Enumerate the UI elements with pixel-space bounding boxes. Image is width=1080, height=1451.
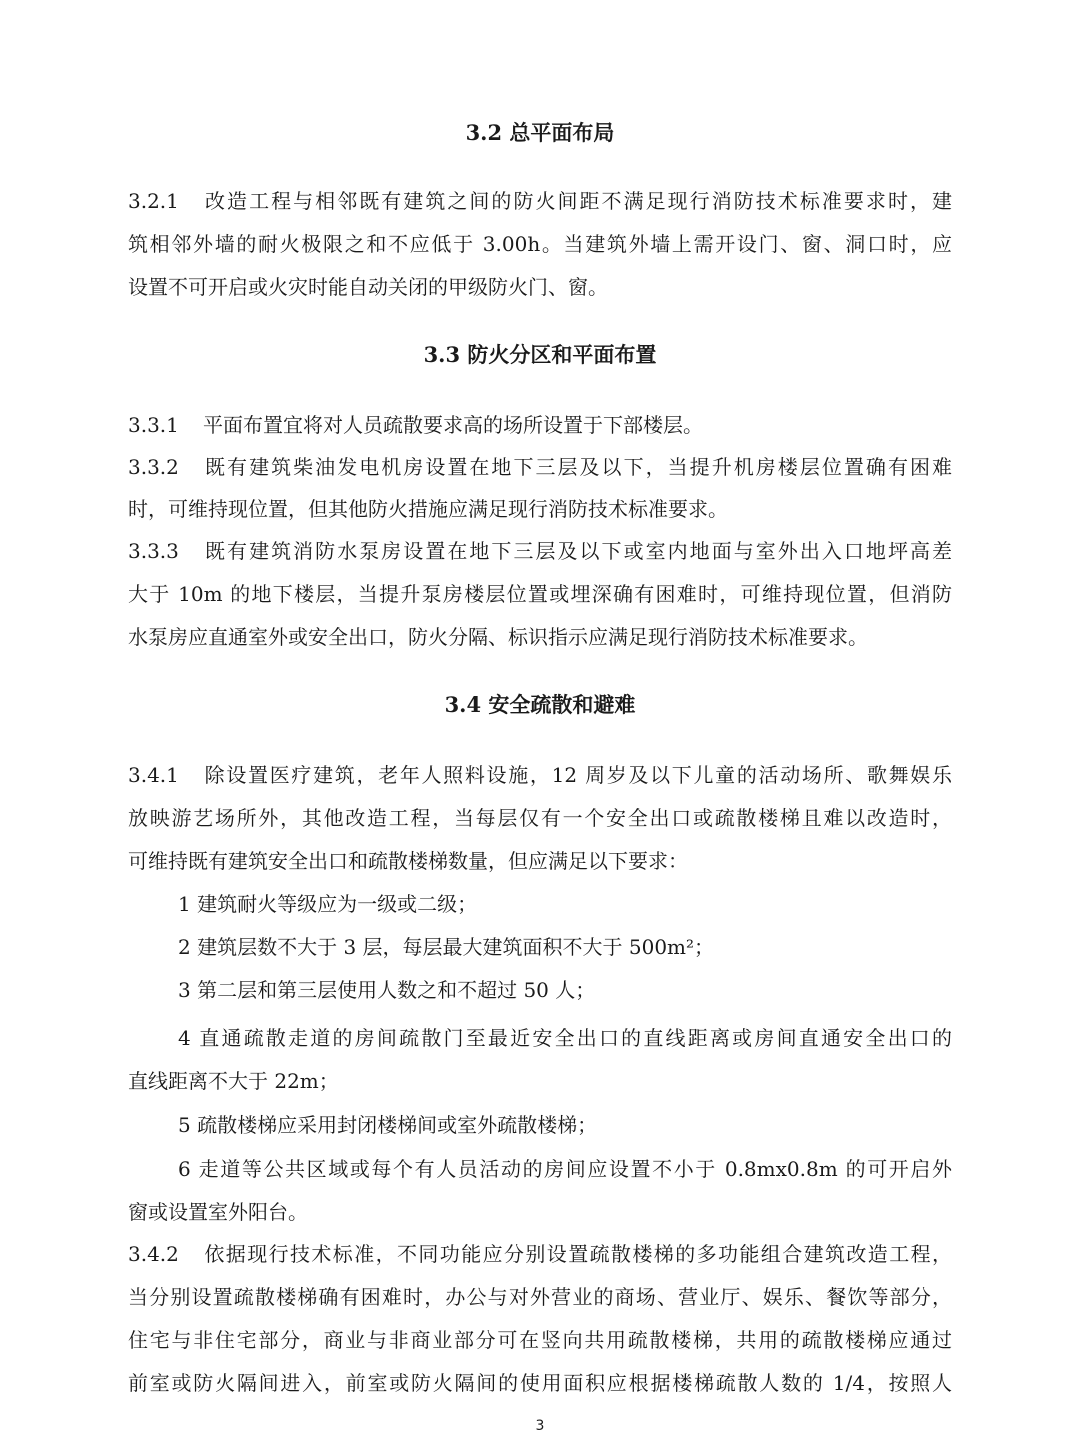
clause-3-4-2-line-1: 3.4.2 依据现行技术标准，不同功能应分别设置疏散楼梯的多功能组合建筑改造工程， xyxy=(128,1239,952,1269)
clause-3-4-2-line-4: 前室或防火隔间进入，前室或防火隔间的使用面积应根据楼梯疏散人数的 1/4，按照人 xyxy=(128,1371,952,1395)
clause-3-4-2-line-2: 当分别设置疏散楼梯确有困难时，办公与对外营业的商场、营业厅、娱乐、餐饮等部分， xyxy=(128,1285,952,1309)
clause-3-2-1-line-2: 筑相邻外墙的耐火极限之和不应低于 3.00h。当建筑外墙上需开设门、窗、洞口时，应 xyxy=(128,232,952,256)
clause-3-2-1-line-1: 3.2.1 改造工程与相邻既有建筑之间的防火间距不满足现行消防技术标准要求时，建 xyxy=(128,186,952,216)
list-item-4-line-2: 直线距离不大于 22m； xyxy=(128,1069,339,1093)
list-item-5: 5 疏散楼梯应采用封闭楼梯间或室外疏散楼梯； xyxy=(178,1113,598,1137)
clause-number: 3.4.2 xyxy=(128,1242,179,1266)
clause-3-4-1-line-3: 可维持既有建筑安全出口和疏散楼梯数量，但应满足以下要求： xyxy=(128,849,688,873)
clause-3-3-3-line-3: 水泵房应直通室外或安全出口，防火分隔、标识指示应满足现行消防技术标准要求。 xyxy=(128,625,868,649)
list-item-1: 1 建筑耐火等级应为一级或二级； xyxy=(178,892,478,916)
list-item-6-line-1: 6 走道等公共区域或每个有人员活动的房间应设置不小于 0.8mx0.8m 的可开启外 xyxy=(178,1157,952,1181)
clause-3-3-2-line-1: 3.3.2 既有建筑柴油发电机房设置在地下三层及以下，当提升机房楼层位置确有困难 xyxy=(128,452,952,482)
clause-number: 3.4.1 xyxy=(128,763,179,787)
clause-number: 3.3.3 xyxy=(128,539,179,563)
clause-3-3-3-line-1: 3.3.3 既有建筑消防水泵房设置在地下三层及以下或室内地面与室外出入口地坪高差 xyxy=(128,536,952,566)
list-item-2: 2 建筑层数不大于 3 层，每层最大建筑面积不大于 500m²； xyxy=(178,935,715,959)
clause-3-4-1-line-2: 放映游艺场所外，其他改造工程，当每层仅有一个安全出口或疏散楼梯且难以改造时， xyxy=(128,806,952,830)
clause-3-4-1-line-1: 3.4.1 除设置医疗建筑，老年人照料设施，12 周岁及以下儿童的活动场所、歌舞娱乐 xyxy=(128,760,952,790)
list-item-6-line-2: 窗或设置室外阳台。 xyxy=(128,1200,308,1224)
clause-3-3-3-line-2: 大于 10m 的地下楼层，当提升泵房楼层位置或埋深确有困难时，可维持现位置，但消防 xyxy=(128,582,952,606)
list-item-4-line-1: 4 直通疏散走道的房间疏散门至最近安全出口的直线距离或房间直通安全出口的 xyxy=(178,1026,952,1050)
clause-3-4-2-line-3: 住宅与非住宅部分，商业与非商业部分可在竖向共用疏散楼梯，共用的疏散楼梯应通过 xyxy=(128,1328,952,1352)
section-heading-3-3: 3.3 防火分区和平面布置 xyxy=(423,342,657,367)
page-number: 3 xyxy=(535,1418,545,1434)
clause-number: 3.3.1 xyxy=(128,413,179,437)
clause-3-3-1-line-1: 3.3.1 平面布置宜将对人员疏散要求高的场所设置于下部楼层。 xyxy=(128,410,703,440)
clause-3-3-2-line-2: 时，可维持现位置，但其他防火措施应满足现行消防技术标准要求。 xyxy=(128,497,728,521)
section-heading-3-2: 3.2 总平面布局 xyxy=(465,120,615,145)
clause-3-2-1-line-3: 设置不可开启或火灾时能自动关闭的甲级防火门、窗。 xyxy=(128,275,608,299)
list-item-3: 3 第二层和第三层使用人数之和不超过 50 人； xyxy=(178,978,596,1002)
clause-number: 3.2.1 xyxy=(128,189,179,213)
section-heading-3-4: 3.4 安全疏散和避难 xyxy=(444,692,636,717)
clause-number: 3.3.2 xyxy=(128,455,179,479)
